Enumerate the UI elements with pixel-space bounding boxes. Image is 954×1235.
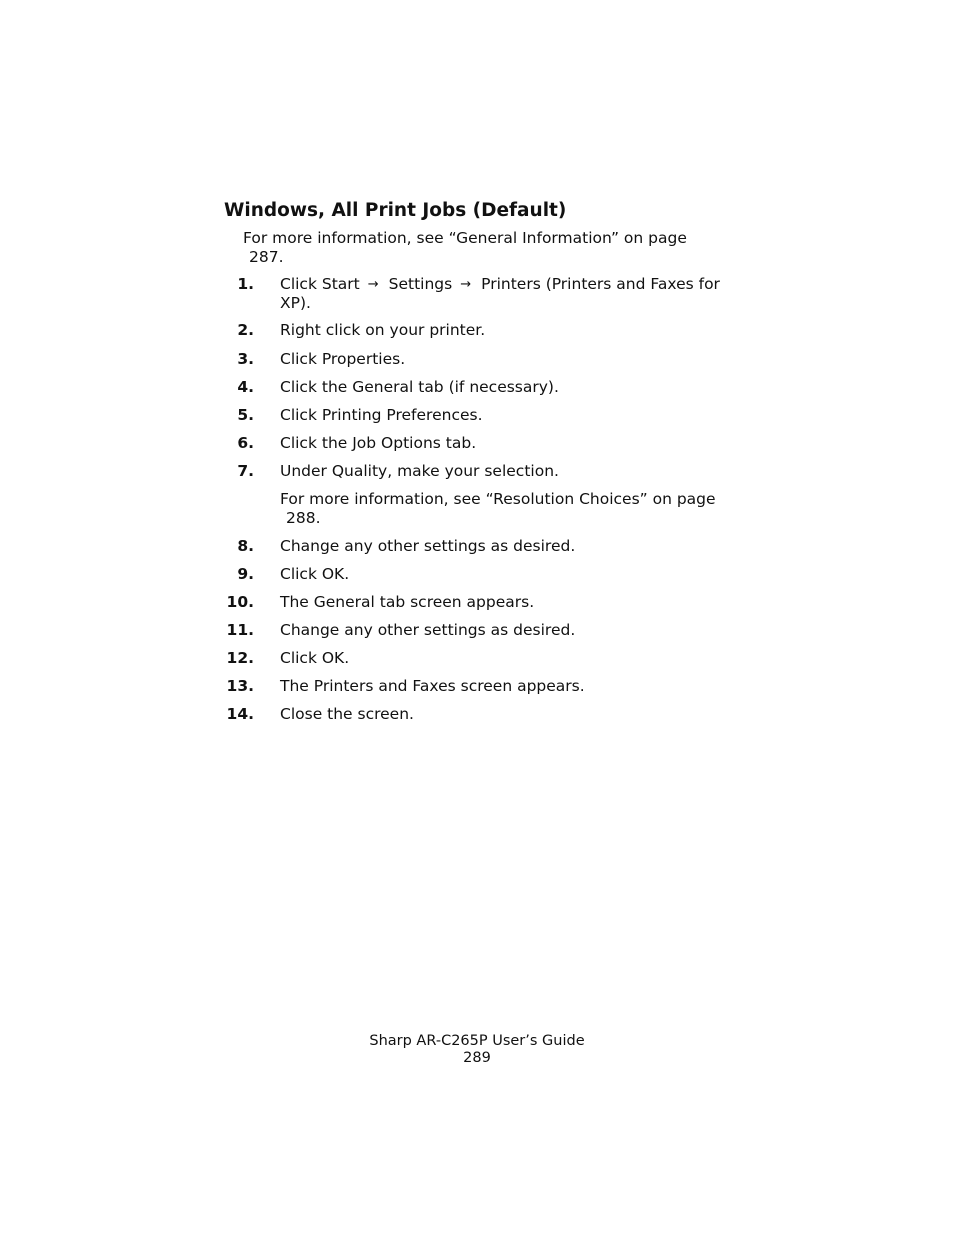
step-text: Right click on your printer. xyxy=(280,321,486,339)
step-number: 3. xyxy=(237,350,254,368)
step-number: 13. xyxy=(226,677,254,695)
step-text xyxy=(280,275,730,313)
step-text: Click OK. xyxy=(280,565,350,583)
step-note-text: For more information, see “Resolution Choices” on page xyxy=(280,490,716,508)
step-number: 14. xyxy=(226,705,254,723)
step-number: 4. xyxy=(237,378,254,396)
intro-paragraph xyxy=(243,229,713,267)
step-text: Click Properties. xyxy=(280,350,406,368)
step-text: Change any other settings as desired. xyxy=(280,621,576,639)
step-number: 6. xyxy=(237,434,254,452)
step-number: 10. xyxy=(226,593,254,611)
intro-text: For more information, see “General Information” on page xyxy=(243,229,687,247)
step-part-printers: Printers (Printers and Faxes for XP). xyxy=(280,275,720,312)
step-text: Close the screen. xyxy=(280,705,414,723)
step-number: 12. xyxy=(226,649,254,667)
step-text: Click the General tab (if necessary). xyxy=(280,378,559,396)
step-text: Under Quality, make your selection. xyxy=(280,462,559,480)
arrow-right-icon: → xyxy=(367,277,379,292)
step-text: Click the Job Options tab. xyxy=(280,434,477,452)
page-footer xyxy=(0,1033,954,1067)
step-number: 8. xyxy=(237,537,254,555)
intro-page-reference: 287. xyxy=(249,248,284,266)
step-text: The General tab screen appears. xyxy=(280,593,535,611)
footer-page-number: 289 xyxy=(463,1050,491,1066)
step-text: Click OK. xyxy=(280,649,350,667)
step-text: Change any other settings as desired. xyxy=(280,537,576,555)
step-text: The Printers and Faxes screen appears. xyxy=(280,677,585,695)
step-number: 2. xyxy=(237,321,254,339)
step-note-page-reference: 288. xyxy=(286,509,321,527)
step-number: 9. xyxy=(237,565,254,583)
step-note xyxy=(280,490,730,528)
footer-guide-title: Sharp AR-C265P User’s Guide xyxy=(369,1033,585,1049)
step-number: 11. xyxy=(226,621,254,639)
step-text: Click Printing Preferences. xyxy=(280,406,483,424)
arrow-right-icon: → xyxy=(460,277,472,292)
step-number: 7. xyxy=(237,462,254,480)
step-number: 5. xyxy=(237,406,254,424)
step-part-start: Click Start xyxy=(280,275,360,293)
step-number: 1. xyxy=(237,275,254,293)
step-part-settings: Settings xyxy=(388,275,453,293)
section-heading: Windows, All Print Jobs (Default) xyxy=(224,200,567,221)
